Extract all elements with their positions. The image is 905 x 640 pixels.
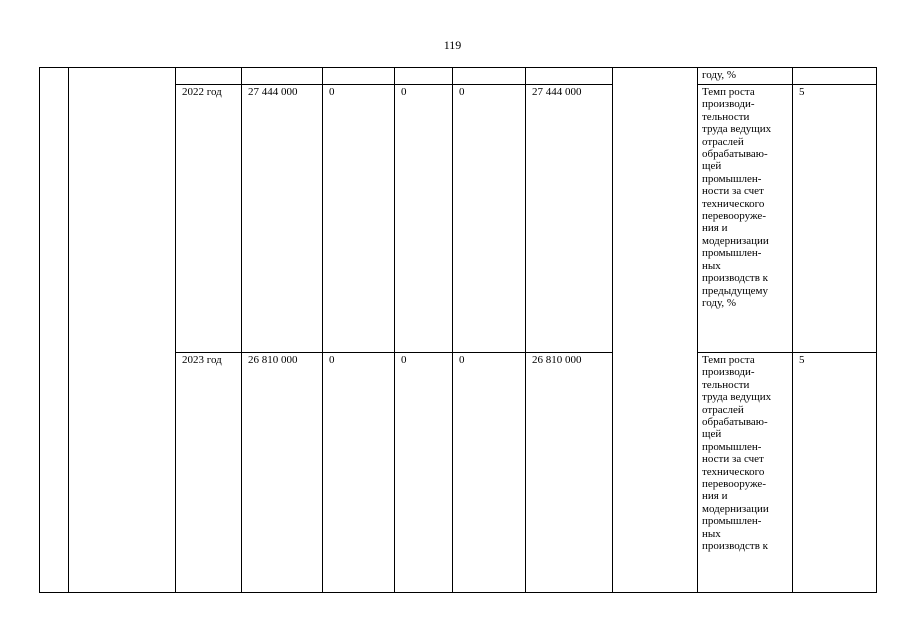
cell-indicator (698, 85, 793, 353)
cell-col3: 0 (395, 353, 453, 593)
cell-col3: 0 (395, 85, 453, 353)
cell-col4: 0 (453, 353, 526, 593)
cell-total (242, 68, 323, 85)
cell-year: 2023 год (176, 353, 242, 593)
indicator-text: Темп роста производи- тельности труда ведущих отраслей обрабатываю- щей промышлен- ности за счет технического перевооруже- ния и модернизации промышлен- ных производств к (702, 354, 772, 553)
cell-col2: 0 (323, 85, 395, 353)
page-number: 119 (443, 38, 462, 52)
cell-col3 (395, 68, 453, 85)
cell-indicator (698, 68, 793, 85)
cell-col2 (323, 68, 395, 85)
cell-col4: 0 (453, 85, 526, 353)
cell-col5: 27 444 000 (526, 85, 613, 353)
cell-year: 2022 год (176, 85, 242, 353)
indicator-text: Темп роста производи- тельности труда ведущих отраслей обрабатываю- щей промышлен- ности за счет технического перевооруже- ния и модернизации промышлен- ных производств к предыдущему году, % (702, 86, 772, 309)
data-table-container (39, 67, 877, 593)
cell-total: 27 444 000 (242, 85, 323, 353)
cell-col4 (453, 68, 526, 85)
cell-value (793, 68, 877, 85)
cell-col5 (526, 68, 613, 85)
cell-executor (613, 68, 698, 593)
cell-number (40, 68, 69, 593)
cell-col2: 0 (323, 353, 395, 593)
cell-value: 5 (793, 85, 877, 353)
cell-value: 5 (793, 353, 877, 593)
cell-measure-name (69, 68, 176, 593)
table-row-continuation (40, 68, 877, 85)
indicator-text: году, % (702, 69, 737, 81)
data-table (39, 67, 877, 593)
cell-total: 26 810 000 (242, 353, 323, 593)
cell-col5: 26 810 000 (526, 353, 613, 593)
cell-indicator (698, 353, 793, 593)
cell-year (176, 68, 242, 85)
